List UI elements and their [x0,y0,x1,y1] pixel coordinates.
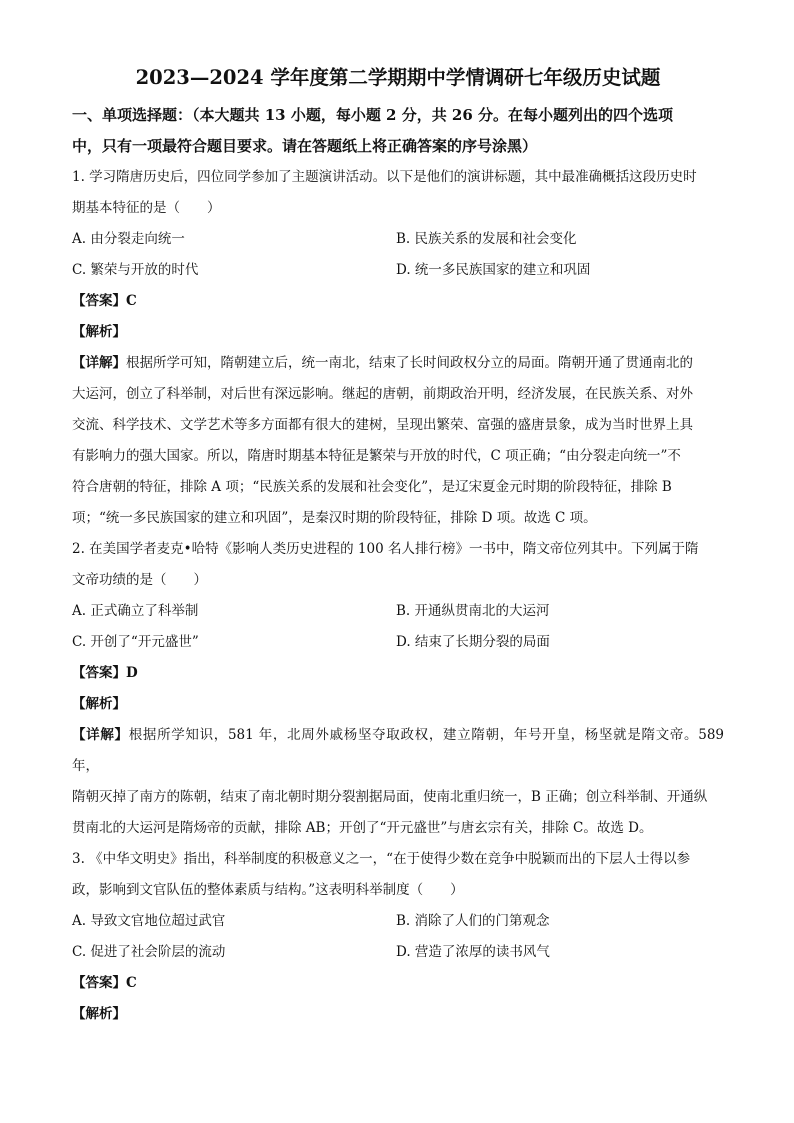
section-heading-line-1: 一、单项选择题：（本大题共 13 小题，每小题 2 分，共 26 分。在每小题列出的四个选项 [72,106,674,124]
question-3-stem-line-2: 政，影响到文官队伍的整体素质与结构。”这表明科举制度（ ） [72,882,464,898]
question-1-detail-label: 【详解】 [72,355,126,371]
question-1-detail-line-2: 大运河，创立了科举制，对后世有深远影响。继起的唐朝，前期政治开明，经济发展，在民族关系、对外 [72,386,693,402]
question-2-option-a: A. 正式确立了科举制 [72,603,199,619]
question-2-detail-line-2: 隋朝灭掉了南方的陈朝，结束了南北朝时期分裂割据局面，使南北重归统一，B 正确；创立科举制、开通纵 [72,789,708,805]
question-2-options [72,596,724,658]
question-2 [72,534,724,844]
question-1-option-d: D. 统一多民族国家的建立和巩固 [396,262,591,278]
question-2-stem-line-2: 文帝功绩的是（ ） [72,572,207,588]
question-2-option-b: B. 开通纵贯南北的大运河 [396,603,550,619]
question-1-option-c: C. 繁荣与开放的时代 [72,262,199,278]
question-3-analysis-label: 【解析】 [72,1006,126,1022]
exam-page [72,62,724,1030]
question-1-option-b: B. 民族关系的发展和社会变化 [396,231,577,247]
question-1 [72,162,724,534]
question-3-option-d: D. 营造了浓厚的读书风气 [396,944,550,960]
question-1-detail-text-1: 根据所学可知，隋朝建立后，统一南北，结束了长时间政权分立的局面。隋朝开通了贯通南北的 [126,355,693,371]
question-2-detail-label: 【详解】 [72,727,129,743]
page-title: 2023—2024 学年度第二学期期中学情调研七年级历史试题 [135,66,661,89]
question-2-detail-line-1 [72,720,724,782]
question-3-stem-line-1: 3. 《中华文明史》指出，科举制度的积极意义之一，“在于使得少数在竞争中脱颖而出的下层人士得以参 [72,851,691,867]
question-2-stem-line-1: 2. 在美国学者麦克•哈特《影响人类历史进程的 100 名人排行榜》一书中，隋文帝位列其中。下列属于隋 [72,541,699,557]
question-1-detail-line-3: 交流、科学技术、文学艺术等多方面都有很大的建树，呈现出繁荣、富强的盛唐景象，成为当时世界上具 [72,417,693,433]
question-3-options [72,906,724,968]
question-1-options [72,224,724,286]
question-1-detail-line-5: 符合唐朝的特征，排除 A 项；“民族关系的发展和社会变化”，是辽宋夏金元时期的阶段特征，排除 B [72,479,672,495]
question-1-stem-line-1: 1. 学习隋唐历史后，四位同学参加了主题演讲活动。以下是他们的演讲标题，其中最准确概括这段历史时 [72,169,697,185]
question-1-detail-line-1 [72,348,724,379]
question-3-option-a: A. 导致文官地位超过武官 [72,913,226,929]
question-3 [72,844,724,1030]
question-2-analysis-label: 【解析】 [72,696,126,712]
question-2-detail-line-3: 贯南北的大运河是隋炀帝的贡献，排除 AB；开创了“开元盛世”与唐玄宗有关，排除 C。故选 D。 [72,820,653,836]
question-3-answer: 【答案】C [72,975,137,991]
question-2-detail-text-1: 根据所学知识，581 年，北周外戚杨坚夺取政权，建立隋朝，年号开皇，杨坚就是隋文帝。589 年， [72,727,725,774]
question-3-option-b: B. 消除了人们的门第观念 [396,913,550,929]
question-2-option-d: D. 结束了长期分裂的局面 [396,634,550,650]
question-1-detail-line-6: 项；“统一多民族国家的建立和巩固”，是秦汉时期的阶段特征，排除 D 项。故选 C 项。 [72,510,597,526]
question-1-analysis-label: 【解析】 [72,324,126,340]
question-1-answer: 【答案】C [72,293,137,309]
section-heading-line-2: 中，只有一项最符合题目要求。请在答题纸上将正确答案的序号涂黑） [72,137,538,155]
question-1-option-a: A. 由分裂走向统一 [72,231,185,247]
question-2-option-c: C. 开创了“开元盛世” [72,634,199,650]
question-1-stem-line-2: 期基本特征的是（ ） [72,200,221,216]
question-3-option-c: C. 促进了社会阶层的流动 [72,944,226,960]
section-heading [72,100,724,162]
question-2-answer: 【答案】D [72,665,138,681]
question-1-detail-line-4: 有影响力的强大国家。所以，隋唐时期基本特征是繁荣与开放的时代，C 项正确；“由分裂走向统一”不 [72,448,681,464]
